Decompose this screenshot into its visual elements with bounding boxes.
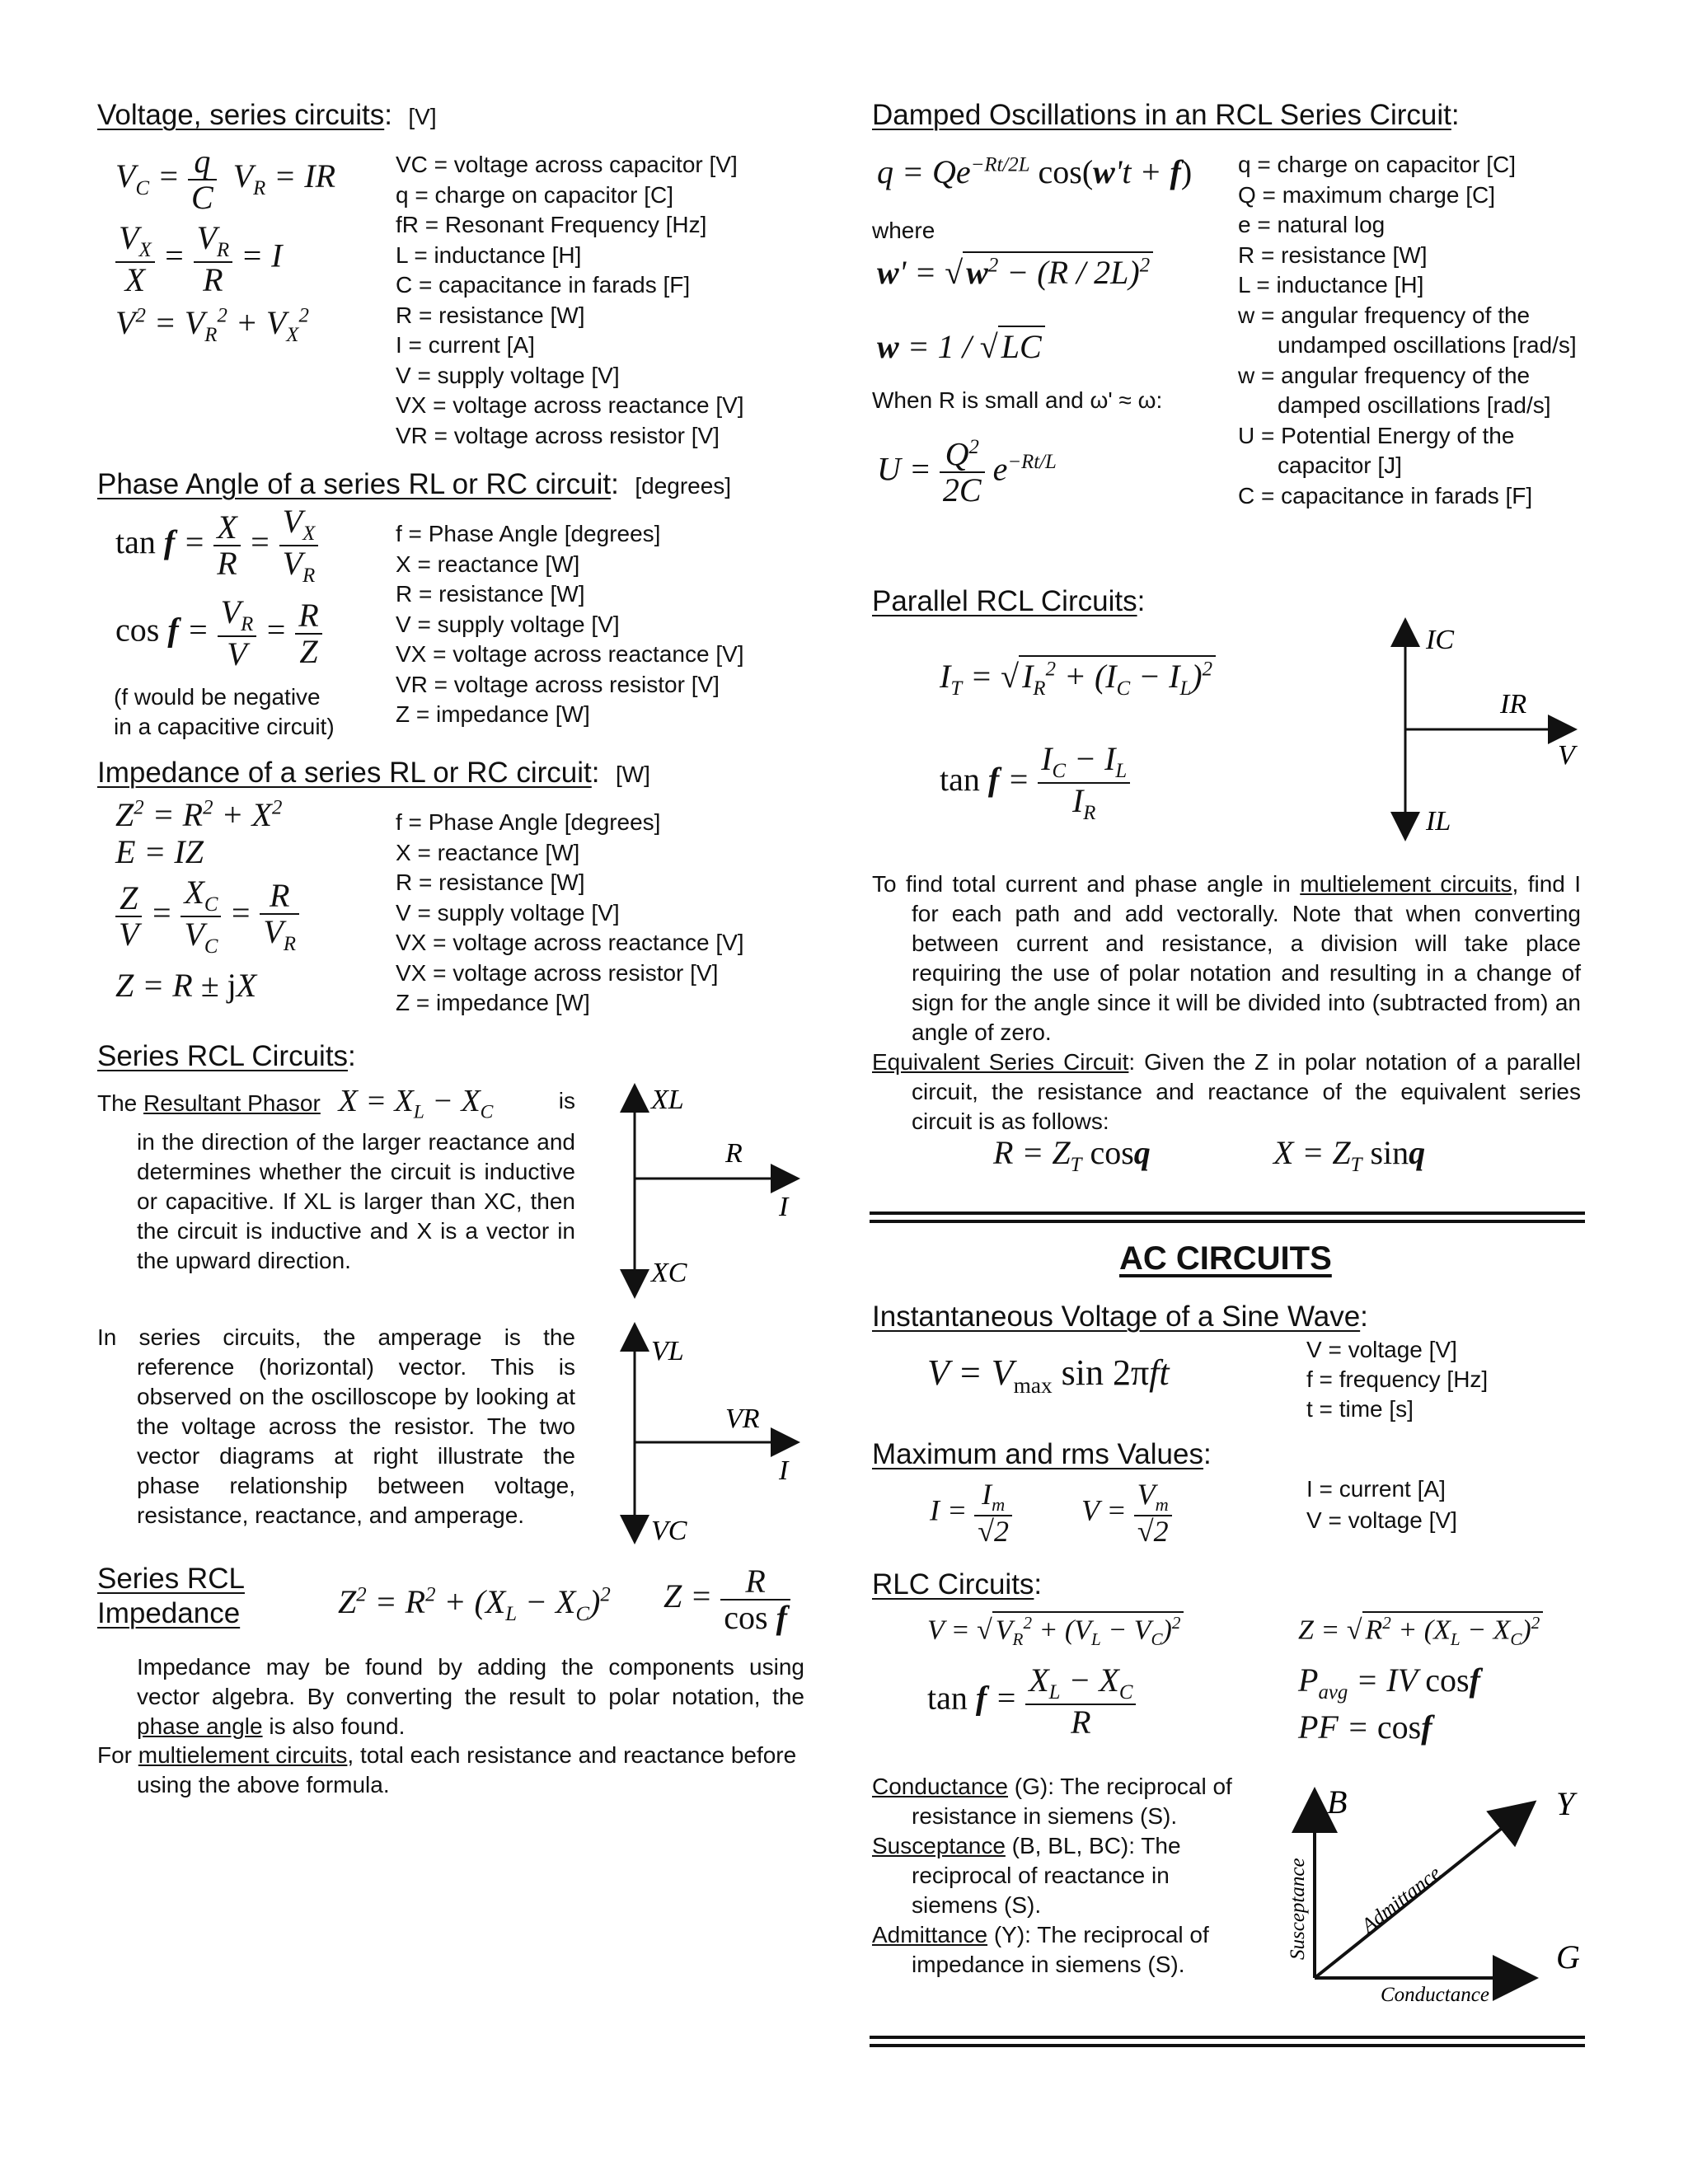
divider-bottom-top-line [870, 2036, 1585, 2039]
section-title-max-rms: Maximum and rms Values: [872, 1438, 1212, 1470]
unit-label: [V] [408, 104, 437, 129]
equation-z-r-cos: Z = $\frac{R}{\text{cos f}}$ [663, 1564, 790, 1635]
label-i: I [779, 1455, 789, 1486]
link-equivalent-series-circuit: Equivalent Series Circuit [872, 1049, 1129, 1075]
equation-damped-charge: $q = Qe^{-Rt/2L}$ cos(w't + f) [877, 153, 1193, 190]
equation-instantaneous-voltage: $V = V_{max}$ sin 2πft [927, 1352, 1170, 1398]
label-conductance-axis: Conductance [1381, 1984, 1489, 2003]
label-g: G [1556, 1938, 1580, 1975]
equation-parallel-tan: tan f = $\frac{I_C - I_L}{I_R}$ [940, 742, 1130, 824]
equation-ratio: $\frac{V_X}{X}$ = $\frac{V_R}{R}$ = I [115, 221, 283, 298]
link-resultant-phasor: Resultant Phasor [143, 1090, 321, 1116]
admittance-diagram [1278, 1780, 1591, 2003]
section-title-voltage-series: Voltage, series circuits: [V] [97, 99, 437, 131]
equation-parallel-it: $I_T$ = √ $I_R^2 + (I_C - I_L)^2$ [940, 655, 1216, 701]
label-xc: XC [651, 1258, 687, 1288]
equation-series-rcl-z-squared: $Z^2 = R^2 + (X_L - X_C)^2$ [338, 1583, 611, 1625]
section-title-ac-circuits: AC CIRCUITS [1119, 1240, 1332, 1277]
link-multielement-circuits: multielement circuits [138, 1742, 348, 1768]
equation-power-factor: PF = cosf [1298, 1708, 1432, 1746]
equation-v-squared: $V^2 = V_R^2 + V_X^2$ [115, 304, 309, 346]
note-negative-phase: (f would be negative in a capacitive circuit) [114, 684, 335, 739]
divider-bottom-line [870, 1220, 1585, 1223]
label-admittance-vector: Admittance [1357, 1862, 1446, 1938]
equation-equiv-x: $X = Z_T$ sinq [1273, 1134, 1426, 1176]
label-vr: VR [725, 1404, 760, 1434]
equation-omega: w = 1 / √ LC [877, 326, 1045, 366]
equation-rlc-z: Z = √ $R^2 + (X_L - X_C)^2$ [1298, 1611, 1543, 1650]
equation-z-complex: Z = R ± jX [115, 967, 257, 1004]
definitions-impedance: f = Phase Angle [degrees] X = reactance [W] R = resistance [W] V = supply voltage [V] VX = voltage across reactance [V] VX = voltage across resistor [V] Z = impedance [W] [396, 809, 744, 1015]
label-xl: XL [651, 1085, 684, 1115]
equation-tan-phase: tan f = $\frac{X}{R}$ = $\frac{V_X}{V_R}$ [115, 504, 318, 587]
equation-vrms: V = $\frac{V_m}{√2}$ [1081, 1479, 1172, 1547]
link-admittance: Admittance [872, 1922, 988, 1947]
section-title-rlc: RLC Circuits: [872, 1568, 1043, 1601]
label-b: B [1327, 1783, 1348, 1821]
link-susceptance: Susceptance [872, 1833, 1006, 1858]
equation-z-squared: $Z^2 = R^2 + X^2$ [115, 796, 283, 833]
definitions-voltage-series: VC = voltage across capacitor [V] q = charge on capacitor [C] fR = Resonant Frequency [Hz] L = inductance [H] C = capacitance in farads [F] R = resistance [W] I = current [A] V = supply voltage [V] VX = voltage across reactance [V] VR = voltage across resistor [V] [396, 152, 744, 448]
definitions-max-rms: I = current [A] V = voltage [V] [1306, 1476, 1457, 1533]
paragraph-series-amperage: In series circuits, the amperage is the reference (horizontal) vector. This is observed on the oscilloscope by looking at the voltage across the resistor. The two vector diagrams at right illustrate the phase relationship between voltage, resistance, reactance, and amperage. [97, 1324, 575, 1528]
phasor-diagram-reactance [610, 1071, 824, 1310]
phasor-diagram-parallel [1385, 614, 1632, 845]
label-i: I [779, 1192, 789, 1222]
link-phase-angle: phase angle [137, 1713, 263, 1739]
paragraph-parallel-total-current: To find total current and phase angle in multielement circuits, find I for each path and add vectorally. Note that when converting between current and resistance, a division will take place requiring the use of polar notation and resulting in a change of sign for the angle since it will be divided into (subtracted from) an angle of zero. Equivalent Series Circuit: Given the Z in polar notation of a parallel circuit, the resistance and reactance of the equivalent series circuit is as follows: [872, 871, 1582, 1134]
link-multielement-circuits: multielement circuits [1300, 871, 1512, 897]
equation-irms: I = $\frac{I_m}{√2}$ [930, 1479, 1012, 1547]
paragraph-resultant-phasor: The Resultant Phasor $X = X_L - X_C$ is in the direction of the larger reactance and determines whether the circuit is inductive or capacitive. If XL is larger than XC, then the circuit is inductive and X is a vector in the upward direction. [97, 1084, 575, 1273]
section-title-instantaneous-voltage: Instantaneous Voltage of a Sine Wave: [872, 1301, 1368, 1333]
label-vc: VC [651, 1516, 687, 1546]
label-v: V [1558, 740, 1575, 771]
equation-z-ratio: $\frac{Z}{V}$ = $\frac{X_C}{V_C}$ = $\frac{R}{V_R}$ [115, 875, 299, 958]
equation-cos-phase: cos f = $\frac{V_R}{V}$ = $\frac{R}{Z}$ [115, 595, 322, 672]
equation-vc: $V_C$ = $\frac{q}{C}$ $V_R$ = IR [115, 143, 336, 216]
section-title-series-rcl-impedance: Series RCL Impedance [97, 1563, 245, 1629]
equation-damped-omega: w' = √ $w^2 - (R / 2L)^2$ [877, 251, 1153, 292]
label-susceptance-axis: Susceptance [1287, 1858, 1309, 1960]
equation-rlc-v: V = √ $V_R^2 + (V_L - V_C)^2$ [927, 1611, 1184, 1650]
equation-potential-energy: U = $\frac{Q^2}{2C}$ $e^{-Rt/L}$ [877, 435, 1057, 509]
equation-avg-power: $P_{avg}$ = IV cosf [1298, 1661, 1480, 1704]
definitions-phase-angle: f = Phase Angle [degrees] X = reactance [W] R = resistance [W] V = supply voltage [V] VX = voltage across reactance [V] VR = voltage across resistor [V] Z = impedance [W] [396, 521, 744, 727]
text-where: where [872, 218, 935, 243]
label-ir: IR [1500, 689, 1527, 719]
label-ic: IC [1426, 625, 1454, 655]
label-r: R [725, 1138, 743, 1169]
text-when-r-small: When R is small and ω' ≈ ω: [872, 387, 1163, 413]
definitions-admittance: Conductance (G): The reciprocal of resistance in siemens (S). Susceptance (B, BL, BC): The reciprocal of reactance in siemens (S). Admittance (Y): The reciprocal of impedance in siemens (S). [872, 1774, 1232, 1977]
divider-bottom-bottom-line [870, 2044, 1585, 2047]
section-title-impedance: Impedance of a series RL or RC circuit: [W] [97, 757, 650, 789]
section-title-damped-oscillations: Damped Oscillations in an RCL Series Circuit: [872, 99, 1460, 131]
label-y: Y [1556, 1785, 1575, 1822]
divider-top-line [870, 1212, 1585, 1215]
paragraph-multielement: For multielement circuits, total each resistance and reactance before using the above formula. [97, 1742, 797, 1797]
phasor-diagram-voltage [610, 1319, 824, 1549]
link-conductance: Conductance [872, 1774, 1009, 1799]
definitions-damped: q = charge on capacitor [C] Q = maximum charge [C] e = natural log R = resistance [W] L = inductance [H] w = angular frequency of the undamped oscillations [rad/s] w = angular frequency of the damped oscillations [rad/s] U = Potential Energy of the capacitor [J] C = capacitance in farads [F] [1238, 152, 1577, 509]
label-vl: VL [651, 1336, 684, 1366]
paragraph-impedance-vector: Impedance may be found by adding the components using vector algebra. By converting the result to polar notation, the phase angle is also found. [137, 1654, 804, 1739]
label-il: IL [1426, 806, 1451, 837]
section-title-parallel-rcl: Parallel RCL Circuits: [872, 585, 1146, 617]
equation-rlc-tan: tan f = $\frac{X_L - X_C}{R}$ [927, 1663, 1136, 1740]
equation-equiv-r: $R = Z_T$ cosq [993, 1134, 1151, 1176]
equation-e-iz: E = IZ [115, 833, 204, 870]
section-title-series-rcl: Series RCL Circuits: [97, 1040, 356, 1072]
definitions-instantaneous: V = voltage [V] f = frequency [Hz] t = time [s] [1306, 1337, 1489, 1422]
section-title-phase-angle: Phase Angle of a series RL or RC circuit: [degrees] [97, 468, 732, 500]
